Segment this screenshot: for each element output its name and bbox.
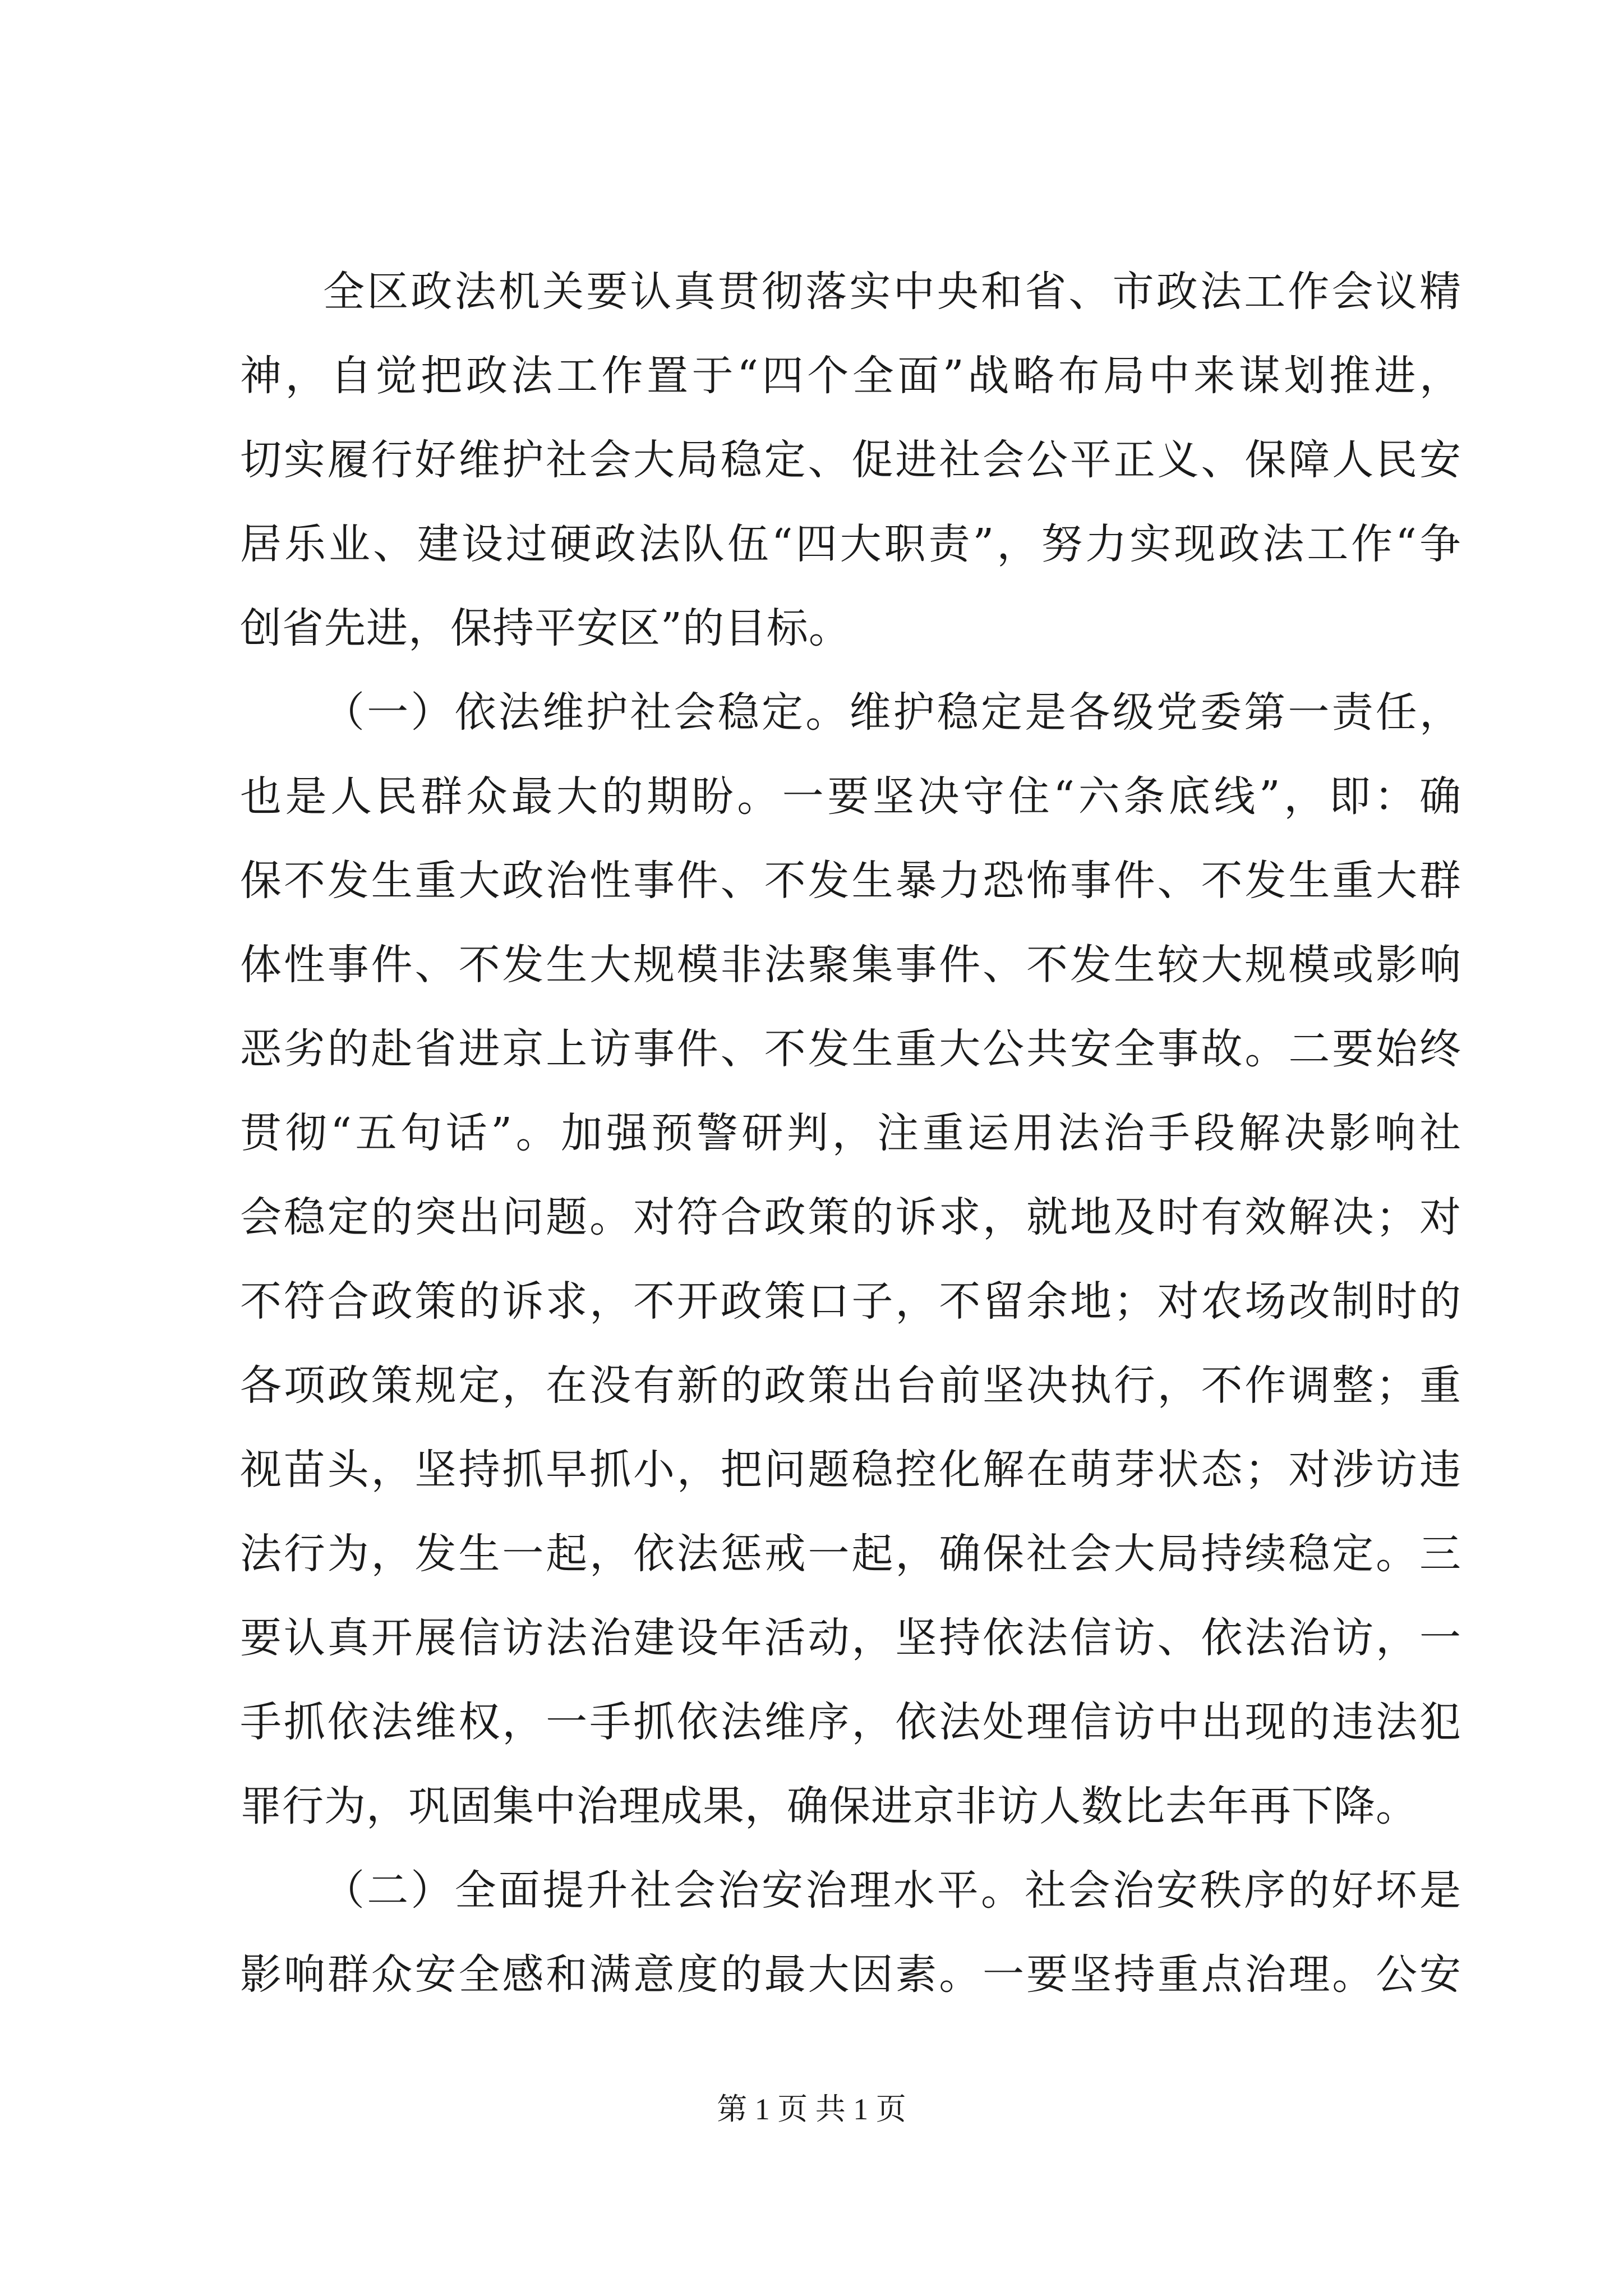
text-line: （一）依法维护社会稳定。维护稳定是各级党委第一责任， [323, 688, 1461, 737]
document-body [240, 250, 1461, 2017]
text-line: 也是人民群众最大的期盼。一要坚决守住“六条底线”，即：确 [240, 772, 1461, 821]
text-line: 要认真开展信访法治建设年活动，坚持依法信访、依法治访，一 [240, 1614, 1461, 1662]
text-line: 不符合政策的诉求，不开政策口子，不留余地；对农场改制时的 [240, 1277, 1461, 1326]
paragraph-section-1 [240, 670, 1461, 1848]
text-line: 各项政策规定，在没有新的政策出台前坚决执行，不作调整；重 [240, 1361, 1461, 1410]
paragraph-intro [240, 250, 1461, 670]
text-line: 全区政法机关要认真贯彻落实中央和省、市政法工作会议精 [323, 268, 1461, 316]
page-number-label: 第 1 页 共 1 页 [717, 2092, 906, 2126]
text-line: 保不发生重大政治性事件、不发生暴力恐怖事件、不发生重大群 [240, 857, 1461, 905]
text-line: 恶劣的赴省进京上访事件、不发生重大公共安全事故。二要始终 [240, 1025, 1461, 1073]
text-line: 创省先进，保持平安区”的目标。 [240, 604, 851, 652]
text-line: （二）全面提升社会治安治理水平。社会治安秩序的好坏是 [323, 1866, 1461, 1915]
text-line: 法行为，发生一起，依法惩戒一起，确保社会大局持续稳定。三 [240, 1530, 1461, 1578]
text-line: 罪行为，巩固集中治理成果，确保进京非访人数比去年再下降。 [240, 1782, 1418, 1830]
text-line: 影响群众安全感和满意度的最大因素。一要坚持重点治理。公安 [240, 1950, 1461, 1999]
text-line: 体性事件、不发生大规模非法聚集事件、不发生较大规模或影响 [240, 941, 1461, 989]
page-footer [0, 2090, 1623, 2129]
text-line: 贯彻“五句话”。加强预警研判，注重运用法治手段解决影响社 [240, 1109, 1461, 1157]
text-line: 会稳定的突出问题。对符合政策的诉求，就地及时有效解决；对 [240, 1193, 1461, 1241]
text-line: 手抓依法维权，一手抓依法维序，依法处理信访中出现的违法犯 [240, 1698, 1461, 1746]
text-line: 切实履行好维护社会大局稳定、促进社会公平正义、保障人民安 [240, 436, 1461, 484]
text-line: 视苗头，坚持抓早抓小，把问题稳控化解在萌芽状态；对涉访违 [240, 1446, 1461, 1494]
text-line: 居乐业、建设过硬政法队伍“四大职责”，努力实现政法工作“争 [240, 520, 1461, 568]
paragraph-section-2 [240, 1848, 1461, 2017]
text-line: 神，自觉把政法工作置于“四个全面”战略布局中来谋划推进， [240, 352, 1461, 400]
